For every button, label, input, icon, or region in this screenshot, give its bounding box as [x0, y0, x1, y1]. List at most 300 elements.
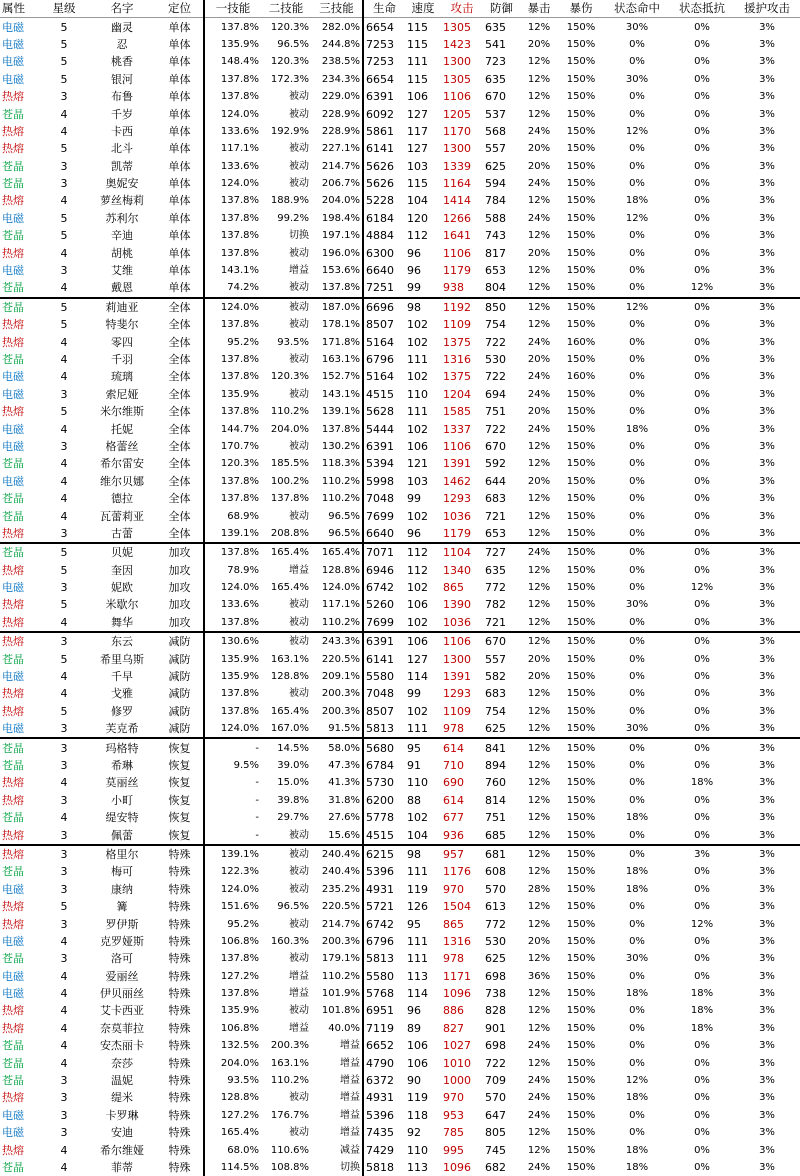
cell-hp: 5998 [366, 474, 394, 488]
table-row [0, 809, 800, 826]
cell-status-resist: 0% [694, 883, 710, 895]
cell-skill2: 被动 [261, 845, 311, 863]
cell-defense: 828 [485, 1004, 506, 1018]
cell-status-resist: 0% [694, 440, 710, 452]
cell-assist-attack: 3% [759, 265, 775, 277]
col-role: 定位 [156, 0, 204, 18]
cell-speed: 127 [407, 142, 428, 156]
cell-skill1: 132.5% [220, 1040, 259, 1052]
cell-status-hit: 18% [625, 812, 649, 824]
cell-speed: 102 [407, 318, 428, 332]
cell-skill3: 增益 [311, 1054, 363, 1071]
cell-status-resist: 0% [670, 632, 734, 650]
cell-status-resist: 0% [694, 688, 710, 700]
cell-skill2: 被动 [289, 918, 309, 930]
cell-name: 康纳 [111, 882, 133, 896]
cell-stars: 3 [60, 264, 68, 278]
cell-stars: 4 [60, 615, 68, 629]
cell-status-hit: 0% [629, 319, 645, 331]
cell-assist-attack: 3% [759, 143, 775, 155]
cell-role: 单体 [156, 210, 204, 227]
cell-role: 单体 [156, 262, 204, 279]
cell-name: 幽灵 [111, 20, 133, 34]
col-defense: 防御 [483, 0, 520, 18]
cell-speed: 106 [407, 439, 428, 453]
table-row [0, 455, 800, 472]
cell-speed: 111 [407, 934, 428, 948]
cell-attack: 1036 [443, 615, 471, 629]
cell-name: 莫丽丝 [105, 776, 139, 790]
cell-attribute: 电磁 [2, 422, 24, 436]
cell-hp: 5444 [366, 422, 394, 436]
cell-skill1: 128.8% [220, 1092, 259, 1104]
cell-skill1: 133.6% [220, 599, 259, 611]
cell-attack: 710 [443, 758, 464, 772]
cell-crit: 12% [527, 723, 551, 735]
cell-skill2: 39.0% [277, 759, 309, 771]
cell-skill3: 220.5% [311, 898, 363, 915]
table-row [0, 1089, 800, 1106]
cell-speed: 114 [407, 987, 428, 1001]
cell-hp: 7119 [366, 1021, 394, 1035]
table-row [0, 123, 800, 140]
cell-hp: 6200 [366, 793, 394, 807]
cell-attribute: 电磁 [2, 1126, 24, 1140]
cell-name: 德拉 [111, 492, 133, 506]
cell-hp: 4931 [366, 882, 394, 896]
cell-status-hit: 0% [629, 475, 645, 487]
cell-status-resist: 0% [694, 510, 710, 522]
cell-hp: 7253 [366, 55, 394, 69]
cell-defense: 772 [485, 917, 506, 931]
cell-status-hit: 0% [629, 829, 645, 841]
cell-crit-dmg: 150% [566, 1109, 596, 1121]
table-row [0, 351, 800, 368]
cell-attribute: 苍晶 [2, 281, 24, 295]
table-row [0, 1072, 800, 1089]
cell-status-hit: 0% [629, 564, 645, 576]
cell-crit: 20% [527, 475, 551, 487]
cell-stars: 4 [60, 107, 68, 121]
cell-stars: 4 [60, 335, 68, 349]
cell-name: 伊贝丽丝 [100, 987, 144, 1001]
cell-status-resist: 0% [694, 354, 710, 365]
cell-skill1: 165.4% [220, 1127, 259, 1139]
cell-assist-attack: 3% [759, 440, 775, 452]
cell-attack: 1585 [443, 405, 471, 419]
cell-attribute: 苍晶 [2, 509, 24, 523]
cell-skill3: 101.9% [311, 985, 363, 1002]
cell-attribute: 电磁 [2, 1108, 24, 1122]
cell-status-resist: 3% [670, 845, 734, 863]
cell-speed: 99 [407, 281, 421, 295]
cell-status-resist: 0% [694, 901, 710, 913]
cell-hp: 8507 [366, 318, 394, 332]
cell-assist-attack: 3% [759, 705, 775, 717]
cell-attribute: 苍晶 [2, 952, 24, 966]
cell-attack: 1375 [443, 335, 471, 349]
cell-defense: 722 [485, 335, 506, 349]
cell-speed: 113 [407, 1160, 428, 1174]
cell-hp: 6391 [366, 90, 394, 104]
cell-skill3: 139.1% [311, 403, 363, 420]
cell-skill2: 被动 [289, 143, 309, 155]
cell-crit: 12% [527, 705, 551, 717]
cell-status-resist: 18% [690, 777, 714, 789]
cell-skill1: 124.0% [220, 883, 259, 895]
cell-skill1: 135.9% [220, 38, 259, 50]
cell-assist-attack: 3% [759, 935, 775, 947]
cell-speed: 96 [407, 1004, 421, 1018]
cell-stars: 5 [60, 142, 68, 156]
cell-stars: 4 [60, 246, 68, 260]
cell-status-resist: 0% [694, 125, 710, 137]
cell-crit: 20% [527, 143, 551, 155]
cell-role: 减防 [156, 650, 204, 667]
cell-hp: 8507 [366, 704, 394, 718]
cell-crit-dmg: 150% [566, 56, 596, 68]
cell-role: 特殊 [156, 967, 204, 984]
cell-attack: 1109 [443, 318, 471, 332]
cell-assist-attack: 3% [759, 73, 775, 85]
cell-skill2: 96.5% [277, 38, 309, 50]
cell-role: 全体 [156, 455, 204, 472]
cell-crit: 24% [527, 1109, 551, 1121]
cell-assist-attack: 3% [759, 671, 775, 683]
cell-attribute: 电磁 [2, 969, 24, 983]
cell-stars: 4 [60, 934, 68, 948]
cell-attribute: 热熔 [2, 90, 24, 104]
cell-skill1: 93.5% [227, 1075, 259, 1087]
cell-assist-attack: 3% [759, 653, 775, 665]
cell-speed: 111 [407, 865, 428, 879]
table-row [0, 403, 800, 420]
cell-stars: 4 [60, 422, 68, 436]
cell-stars: 3 [60, 865, 68, 879]
table-row [0, 596, 800, 613]
cell-name: 千岁 [111, 107, 133, 121]
table-row [0, 298, 800, 316]
cell-crit-dmg: 150% [566, 759, 596, 771]
cell-assist-attack: 3% [759, 1005, 775, 1017]
cell-skill2: 208.8% [270, 527, 309, 539]
cell-role: 特殊 [156, 950, 204, 967]
cell-speed: 99 [407, 687, 421, 701]
cell-defense: 670 [485, 90, 506, 104]
cell-crit-dmg: 150% [566, 1057, 596, 1069]
cell-name: 卡西 [111, 124, 133, 138]
cell-skill3: 204.0% [311, 192, 363, 209]
table-row [0, 881, 800, 898]
cell-defense: 557 [485, 652, 506, 666]
cell-name: 玛格特 [88, 738, 156, 756]
cell-role: 特殊 [156, 1141, 204, 1158]
cell-defense: 682 [485, 1160, 506, 1174]
cell-skill1: 137.8% [220, 319, 259, 331]
cell-speed: 117 [407, 124, 428, 138]
cell-status-resist: 0% [694, 671, 710, 683]
cell-status-resist: 0% [694, 653, 710, 665]
cell-speed: 112 [405, 543, 441, 561]
cell-crit: 24% [527, 388, 551, 400]
cell-speed: 113 [407, 969, 428, 983]
cell-skill2: 192.9% [270, 125, 309, 137]
cell-stars: 4 [60, 457, 68, 471]
cell-skill3: 153.6% [311, 262, 363, 279]
cell-attribute: 电磁 [2, 37, 24, 51]
cell-role: 加攻 [156, 579, 204, 596]
cell-stars: 5 [40, 298, 88, 316]
cell-attribute: 热熔 [0, 632, 40, 650]
cell-assist-attack: 3% [759, 988, 775, 1000]
table-row [0, 507, 800, 524]
cell-defense: 683 [485, 492, 506, 506]
cell-crit: 12% [527, 56, 551, 68]
cell-status-hit: 0% [629, 794, 645, 806]
cell-attribute: 电磁 [2, 670, 24, 684]
table-row [0, 543, 800, 561]
cell-crit: 20% [527, 935, 551, 947]
cell-skill3: 110.2% [311, 490, 363, 507]
cell-assist-attack: 3% [759, 527, 775, 539]
cell-role: 减防 [156, 685, 204, 702]
col-attribute: 属性 [0, 0, 40, 18]
cell-skill3: 切换 [311, 1159, 363, 1176]
cell-status-hit: 12% [625, 125, 649, 137]
cell-assist-attack: 3% [759, 883, 775, 895]
cell-skill2: 110.2% [270, 1075, 309, 1087]
cell-name: 修罗 [111, 704, 133, 718]
cell-stars: 4 [60, 811, 68, 825]
cell-crit-dmg: 150% [566, 671, 596, 683]
col-speed: 速度 [405, 0, 441, 18]
cell-name: 苏利尔 [105, 211, 139, 225]
cell-attack: 1036 [443, 509, 471, 523]
cell-stars: 3 [60, 828, 68, 842]
cell-attribute: 电磁 [2, 211, 24, 225]
table-row [0, 316, 800, 333]
cell-assist-attack: 3% [759, 723, 775, 735]
cell-skill3: 增益 [311, 1037, 363, 1054]
table-row [0, 227, 800, 244]
cell-attack: 1641 [443, 229, 471, 243]
cell-role: 特殊 [156, 1020, 204, 1037]
cell-skill3: 179.1% [311, 950, 363, 967]
cell-defense: 850 [483, 298, 520, 316]
cell-crit-dmg: 150% [558, 543, 604, 561]
cell-status-hit: 0% [629, 247, 645, 259]
cell-skill1: 137.8% [220, 688, 259, 700]
cell-attribute: 热熔 [2, 318, 24, 332]
cell-skill2: 被动 [289, 599, 309, 611]
cell-skill1: 137.8% [220, 247, 259, 259]
cell-assist-attack: 3% [759, 918, 775, 930]
cell-status-hit: 0% [629, 527, 645, 539]
cell-skill2: 被动 [261, 298, 311, 316]
cell-crit: 12% [527, 282, 551, 294]
cell-name: 莉迪亚 [88, 298, 156, 316]
cell-stars: 3 [60, 722, 68, 736]
cell-speed: 114 [407, 670, 428, 684]
cell-status-hit: 0% [629, 918, 645, 930]
cell-status-hit: 0% [629, 336, 645, 348]
cell-skill3: 101.8% [311, 1002, 363, 1019]
cell-role: 单体 [156, 175, 204, 192]
cell-name: 奎因 [111, 563, 133, 577]
table-row [0, 210, 800, 227]
cell-stars: 4 [60, 776, 68, 790]
table-row [0, 490, 800, 507]
cell-speed: 96 [407, 264, 421, 278]
cell-skill2: 被动 [289, 829, 309, 841]
cell-attribute: 热熔 [2, 900, 24, 914]
cell-role: 单体 [156, 140, 204, 157]
table-row [0, 158, 800, 175]
cell-status-resist: 0% [694, 794, 710, 806]
cell-name: 辛迪 [111, 229, 133, 243]
cell-skill2: 96.5% [277, 901, 309, 913]
cell-defense: 670 [485, 439, 506, 453]
cell-crit: 24% [527, 1092, 551, 1104]
table-row [0, 1124, 800, 1141]
cell-skill2: 110.6% [270, 1144, 309, 1156]
cell-hp: 5396 [366, 1108, 394, 1122]
cell-assist-attack: 3% [759, 195, 775, 207]
cell-skill2: 被动 [289, 688, 309, 700]
cell-crit-dmg: 150% [566, 883, 596, 895]
cell-attribute: 电磁 [2, 55, 24, 69]
cell-speed: 103 [407, 474, 428, 488]
cell-role: 单体 [156, 105, 204, 122]
cell-assist-attack: 3% [759, 1109, 775, 1121]
cell-skill1: 106.8% [220, 935, 259, 947]
cell-defense: 570 [485, 1091, 506, 1105]
cell-attack: 1391 [443, 457, 471, 471]
cell-hp: 7699 [366, 509, 394, 523]
cell-attack: 1106 [443, 90, 471, 104]
cell-crit-dmg: 150% [566, 406, 596, 418]
cell-attack: 1305 [443, 20, 471, 34]
cell-role: 单体 [156, 71, 204, 88]
cell-name: 萝丝梅莉 [100, 194, 144, 208]
cell-attack: 1316 [443, 353, 471, 366]
cell-crit-dmg: 150% [566, 195, 596, 207]
cell-role: 全体 [156, 438, 204, 455]
cell-skill3: 110.2% [311, 473, 363, 490]
cell-role: 特殊 [156, 985, 204, 1002]
cell-skill3: 238.5% [311, 53, 363, 70]
cell-status-resist: 0% [670, 738, 734, 756]
cell-attack: 1504 [443, 900, 471, 914]
cell-defense: 625 [485, 159, 506, 173]
cell-crit: 12% [520, 298, 558, 316]
cell-speed: 88 [407, 793, 421, 807]
cell-crit: 12% [527, 319, 551, 331]
cell-skill1: 137.8% [220, 988, 259, 1000]
cell-attack: 1096 [443, 1160, 471, 1174]
cell-skill3: 15.6% [311, 826, 363, 844]
table-row [0, 1054, 800, 1071]
cell-hp: 6696 [363, 298, 405, 316]
cell-stars: 3 [60, 526, 68, 540]
cell-skill2: 163.1% [270, 653, 309, 665]
cell-status-hit: 0% [629, 160, 645, 172]
cell-name: 忍 [116, 37, 128, 51]
cell-skill2: 188.9% [270, 195, 309, 207]
cell-attack: 953 [443, 1108, 464, 1122]
cell-status-hit: 0% [629, 510, 645, 522]
cell-skill3: 137.8% [311, 420, 363, 437]
cell-speed: 106 [407, 1039, 428, 1053]
cell-hp: 4884 [366, 229, 394, 243]
cell-status-hit: 30% [625, 73, 649, 85]
col-hp: 生命 [363, 0, 405, 18]
cell-stars: 5 [60, 229, 68, 243]
cell-attribute: 热熔 [2, 828, 24, 842]
cell-role: 减防 [156, 720, 204, 738]
cell-attack: 677 [443, 811, 464, 825]
cell-hp: 6796 [366, 353, 394, 366]
cell-crit-dmg: 150% [558, 298, 604, 316]
cell-crit-dmg: 150% [566, 230, 596, 242]
cell-attribute: 苍晶 [2, 758, 24, 772]
cell-crit-dmg: 150% [566, 178, 596, 190]
table-row [0, 1020, 800, 1037]
cell-hp: 6742 [366, 581, 394, 595]
cell-name: 米尔维斯 [100, 405, 144, 419]
cell-attribute: 苍晶 [2, 159, 24, 173]
table-row [0, 632, 800, 650]
cell-status-resist: 18% [690, 1005, 714, 1017]
cell-crit: 12% [527, 108, 551, 120]
cell-assist-attack: 3% [759, 688, 775, 700]
cell-attribute: 苍晶 [2, 1039, 24, 1053]
cell-speed: 95 [405, 738, 441, 756]
cell-hp: 5680 [363, 738, 405, 756]
cell-name: 梅可 [111, 865, 133, 879]
cell-speed: 96 [407, 246, 421, 260]
table-row [0, 473, 800, 490]
cell-crit: 24% [527, 423, 551, 435]
cell-skill3: 128.8% [311, 562, 363, 579]
cell-defense: 570 [485, 882, 506, 896]
cell-status-resist: 0% [694, 866, 710, 878]
cell-role: 全体 [156, 386, 204, 403]
cell-crit-dmg: 150% [558, 632, 604, 650]
cell-status-resist: 0% [694, 970, 710, 982]
cell-speed: 110 [407, 776, 428, 790]
cell-attack: 1027 [443, 1039, 471, 1053]
cell-skill3: 96.5% [311, 507, 363, 524]
cell-stars: 4 [60, 370, 68, 384]
cell-skill2: 204.0% [270, 423, 309, 435]
cell-attribute: 电磁 [2, 987, 24, 1001]
cell-skill3: 282.0% [311, 18, 363, 36]
cell-speed: 91 [407, 758, 421, 772]
cell-crit: 12% [527, 1057, 551, 1069]
cell-hp: 5768 [366, 987, 394, 1001]
cell-stars: 4 [60, 1160, 68, 1174]
cell-role: 全体 [156, 525, 204, 543]
cell-status-hit: 0% [629, 493, 645, 505]
cell-skill3: 增益 [311, 1124, 363, 1141]
cell-stars: 3 [60, 90, 68, 104]
cell-speed: 112 [407, 563, 428, 577]
cell-status-resist: 0% [694, 953, 710, 965]
cell-stars: 4 [60, 509, 68, 523]
cell-skill2: 172.3% [270, 73, 309, 85]
cell-crit-dmg: 150% [566, 901, 596, 913]
